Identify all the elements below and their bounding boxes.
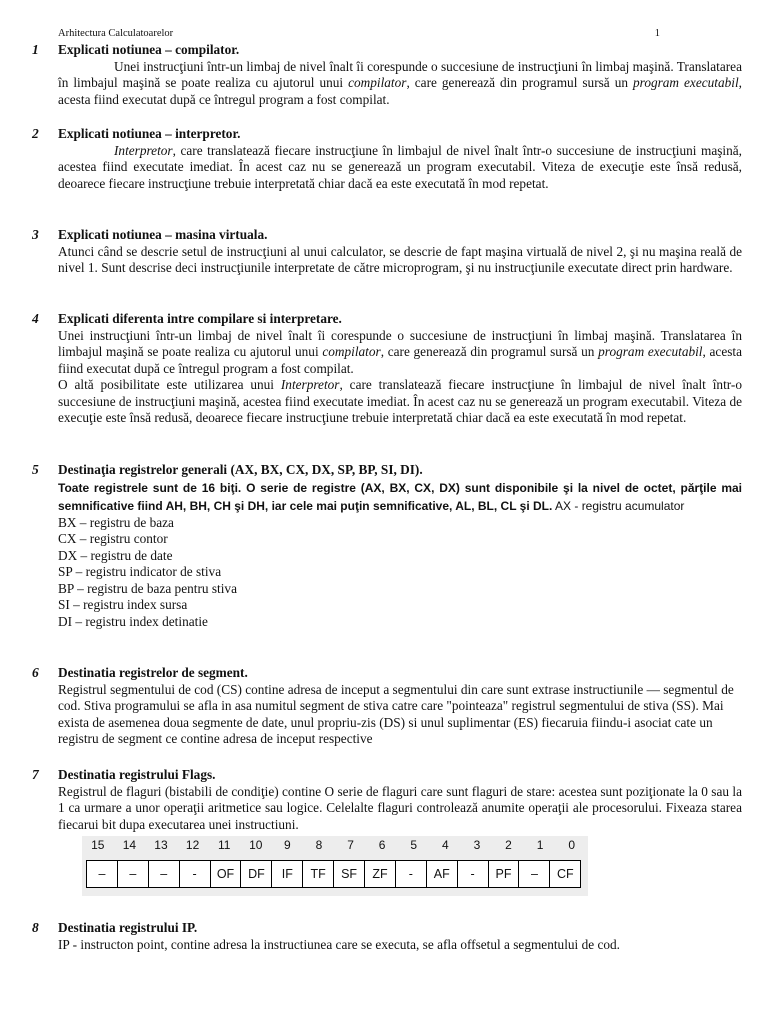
page-number: 1 [654,28,660,39]
bit-number: 5 [410,838,418,852]
flag-cell: – [149,861,180,887]
flag-cell: ZF [365,861,396,887]
flag-cell: CF [550,861,581,887]
answer-text: IP - instructon point, contine adresa la instructiunea care se executa, se afla offsetul a segmentului de cod. [58,936,620,952]
answer-paragraph-2: O altă posibilitate este utilizarea unui Interpretor, care translatează fiecare instrucţiune în limbajul de nivel înalt într-o succesiune de instrucţiuni maşină, acestea fiind executate imediat. În acest caz nu se generează un program executabil. Viteza de execuţie este însă redusă, deoarece fiecare instrucţiune trebuie interpretată chiar dacă ea este executată în mod repetat. [58,377,743,425]
answer-text: Atunci când se descrie setul de instrucţiuni al unui calculator, se descrie de fapt maşina virtuală de nivel 2, şi nu maşina reală de nivel 1. Sunt descrise deci instrucţiunile interpretate de către microprogram, şi nu instrucţiunile executate direct prin hardware. [58,243,742,275]
page-header [58,28,710,42]
bit-number: 7 [347,838,354,852]
bit-number: 8 [315,838,323,852]
bit-number: 15 [91,838,105,852]
bit-number-row [82,836,588,856]
question-title: Destinaţia registrelor generali (AX, BX, CX, DX, SP, BP, SI, DI). [58,462,423,477]
answer-text: Registrul de flaguri (bistabili de condiţie) contine O serie de flaguri care sunt flaguri de stare: acestea sunt poziţionate la 0 sau la 1 ca urmare a unor operaţii aritmetice sau logice. Celelalte flaguri controlează anumite operaţii ale procesorului. Fixeaza starea fiecarui bit dupa executarea unei instructiuni. [58,783,742,832]
flag-cell: DF [241,861,272,887]
question-title: Explicati notiunea – masina virtuala. [58,227,268,242]
question-number: 3 [32,227,39,242]
question-title: Explicati notiunea – interpretor. [58,126,241,141]
question-number: 6 [32,665,39,680]
bit-number: 9 [284,838,291,852]
answer-paragraph-1: Unei instrucţiuni într-un limbaj de nivel înalt îi corespunde o succesiune de instrucţiuni în limbaj maşină. Translatarea în limbajul maşină se poate realiza cu ajutorul unui compilator, care generează din programul sursă un program executabil, acesta fiind executat după ce întregul program a fost compilat. [58,327,743,376]
flag-cell: – [87,861,118,887]
register-item: CX – registru contor [58,531,168,546]
bit-number: 0 [568,838,576,852]
question-number: 4 [32,311,39,326]
bit-number: 11 [217,838,231,852]
question-title: Destinatia registrului IP. [58,920,198,935]
register-item: DI – registru index detinatie [58,613,208,629]
question-title: Destinatia registrelor de segment. [58,665,248,680]
flag-cell-row [86,860,581,888]
answer-text: Interpretor, care translatează fiecare instrucţiune în limbajul de nivel înalt într-o succesiune de instrucţiuni maşină, acestea fiind executate imediat. În acest caz nu se generează un program executabil. Viteza de execuţie este însă redusă, deoarece fiecare instrucţiune trebuie interpretată chiar dacă ea este executată în mod repetat. [58,142,742,191]
flag-cell: - [180,861,211,887]
header-title: Arhitectura Calculatoarelor [58,28,174,39]
bit-number: 2 [505,838,512,852]
register-item: SP – registru indicator de stiva [58,564,222,579]
flag-cell: AF [427,861,458,887]
bit-number: 3 [473,838,481,852]
question-number: 1 [32,42,39,57]
bit-number: 6 [378,838,386,852]
flags-register-table [82,836,588,896]
question-title: Explicati notiunea – compilator. [58,42,240,57]
bit-number: 13 [154,838,168,852]
answer-text: Unei instrucţiuni într-un limbaj de nivel înalt îi corespunde o succesiune de instrucţiuni în limbaj maşină. Translatarea în limbajul maşină se poate realiza cu ajutorul unui compilator, care generează din programul sursă un program executabil, acesta fiind executat după ce întregul program a fost compilat. [58,58,742,107]
bit-number: 1 [536,838,544,852]
answer-text: Registrul segmentului de cod (CS) contine adresa de inceput a segmentului din care sunt extrase instructiunile — segmentul de cod. Stiva programului se afla in asa numitul segment de stiva catre care "pointeaza" registrul segmentului de stiva (SS). Mai exista de asemenea doua segmente de date, unul propriu-zis (DS) si unul suplimentar (ES) fiecaruia fiindu-i asociat cate un registru de segment ce contine adresa de inceput respective [58,681,734,746]
flag-cell: PF [489,861,520,887]
flag-cell: IF [272,861,303,887]
register-item: BP – registru de baza pentru stiva [58,580,237,596]
question-number: 2 [32,126,39,141]
flag-cell: – [118,861,149,887]
flag-cell: - [396,861,427,887]
question-title: Destinatia registrului Flags. [58,767,216,782]
question-number: 8 [32,920,39,935]
register-item: BX – registru de baza [58,514,174,530]
question-number: 7 [32,767,39,782]
flag-cell: OF [211,861,242,887]
bit-number: 12 [185,838,200,852]
flag-cell: TF [303,861,334,887]
flag-cell: - [458,861,489,887]
flag-cell: SF [334,861,365,887]
flag-cell: – [519,861,550,887]
bit-number: 10 [249,838,263,852]
register-item: SI – registru index sursa [58,597,188,612]
bit-number: 14 [122,838,137,852]
answer-intro: Toate registrele sunt de 16 biţi. O serie de registre (AX, BX, CX, DX) sunt disponibile şi la nivel de octet, părţile mai semnificative fiind AH, BH, CH şi DH, iar cele mai puţin semnificative, AL, BL, CL şi DL. AX - registru acumulator [58,480,742,513]
register-item: DX – registru de date [58,547,173,563]
question-title: Explicati diferenta intre compilare si interpretare. [58,311,342,326]
bit-number: 4 [441,838,449,852]
question-number: 5 [32,462,39,477]
register-list [58,515,742,631]
